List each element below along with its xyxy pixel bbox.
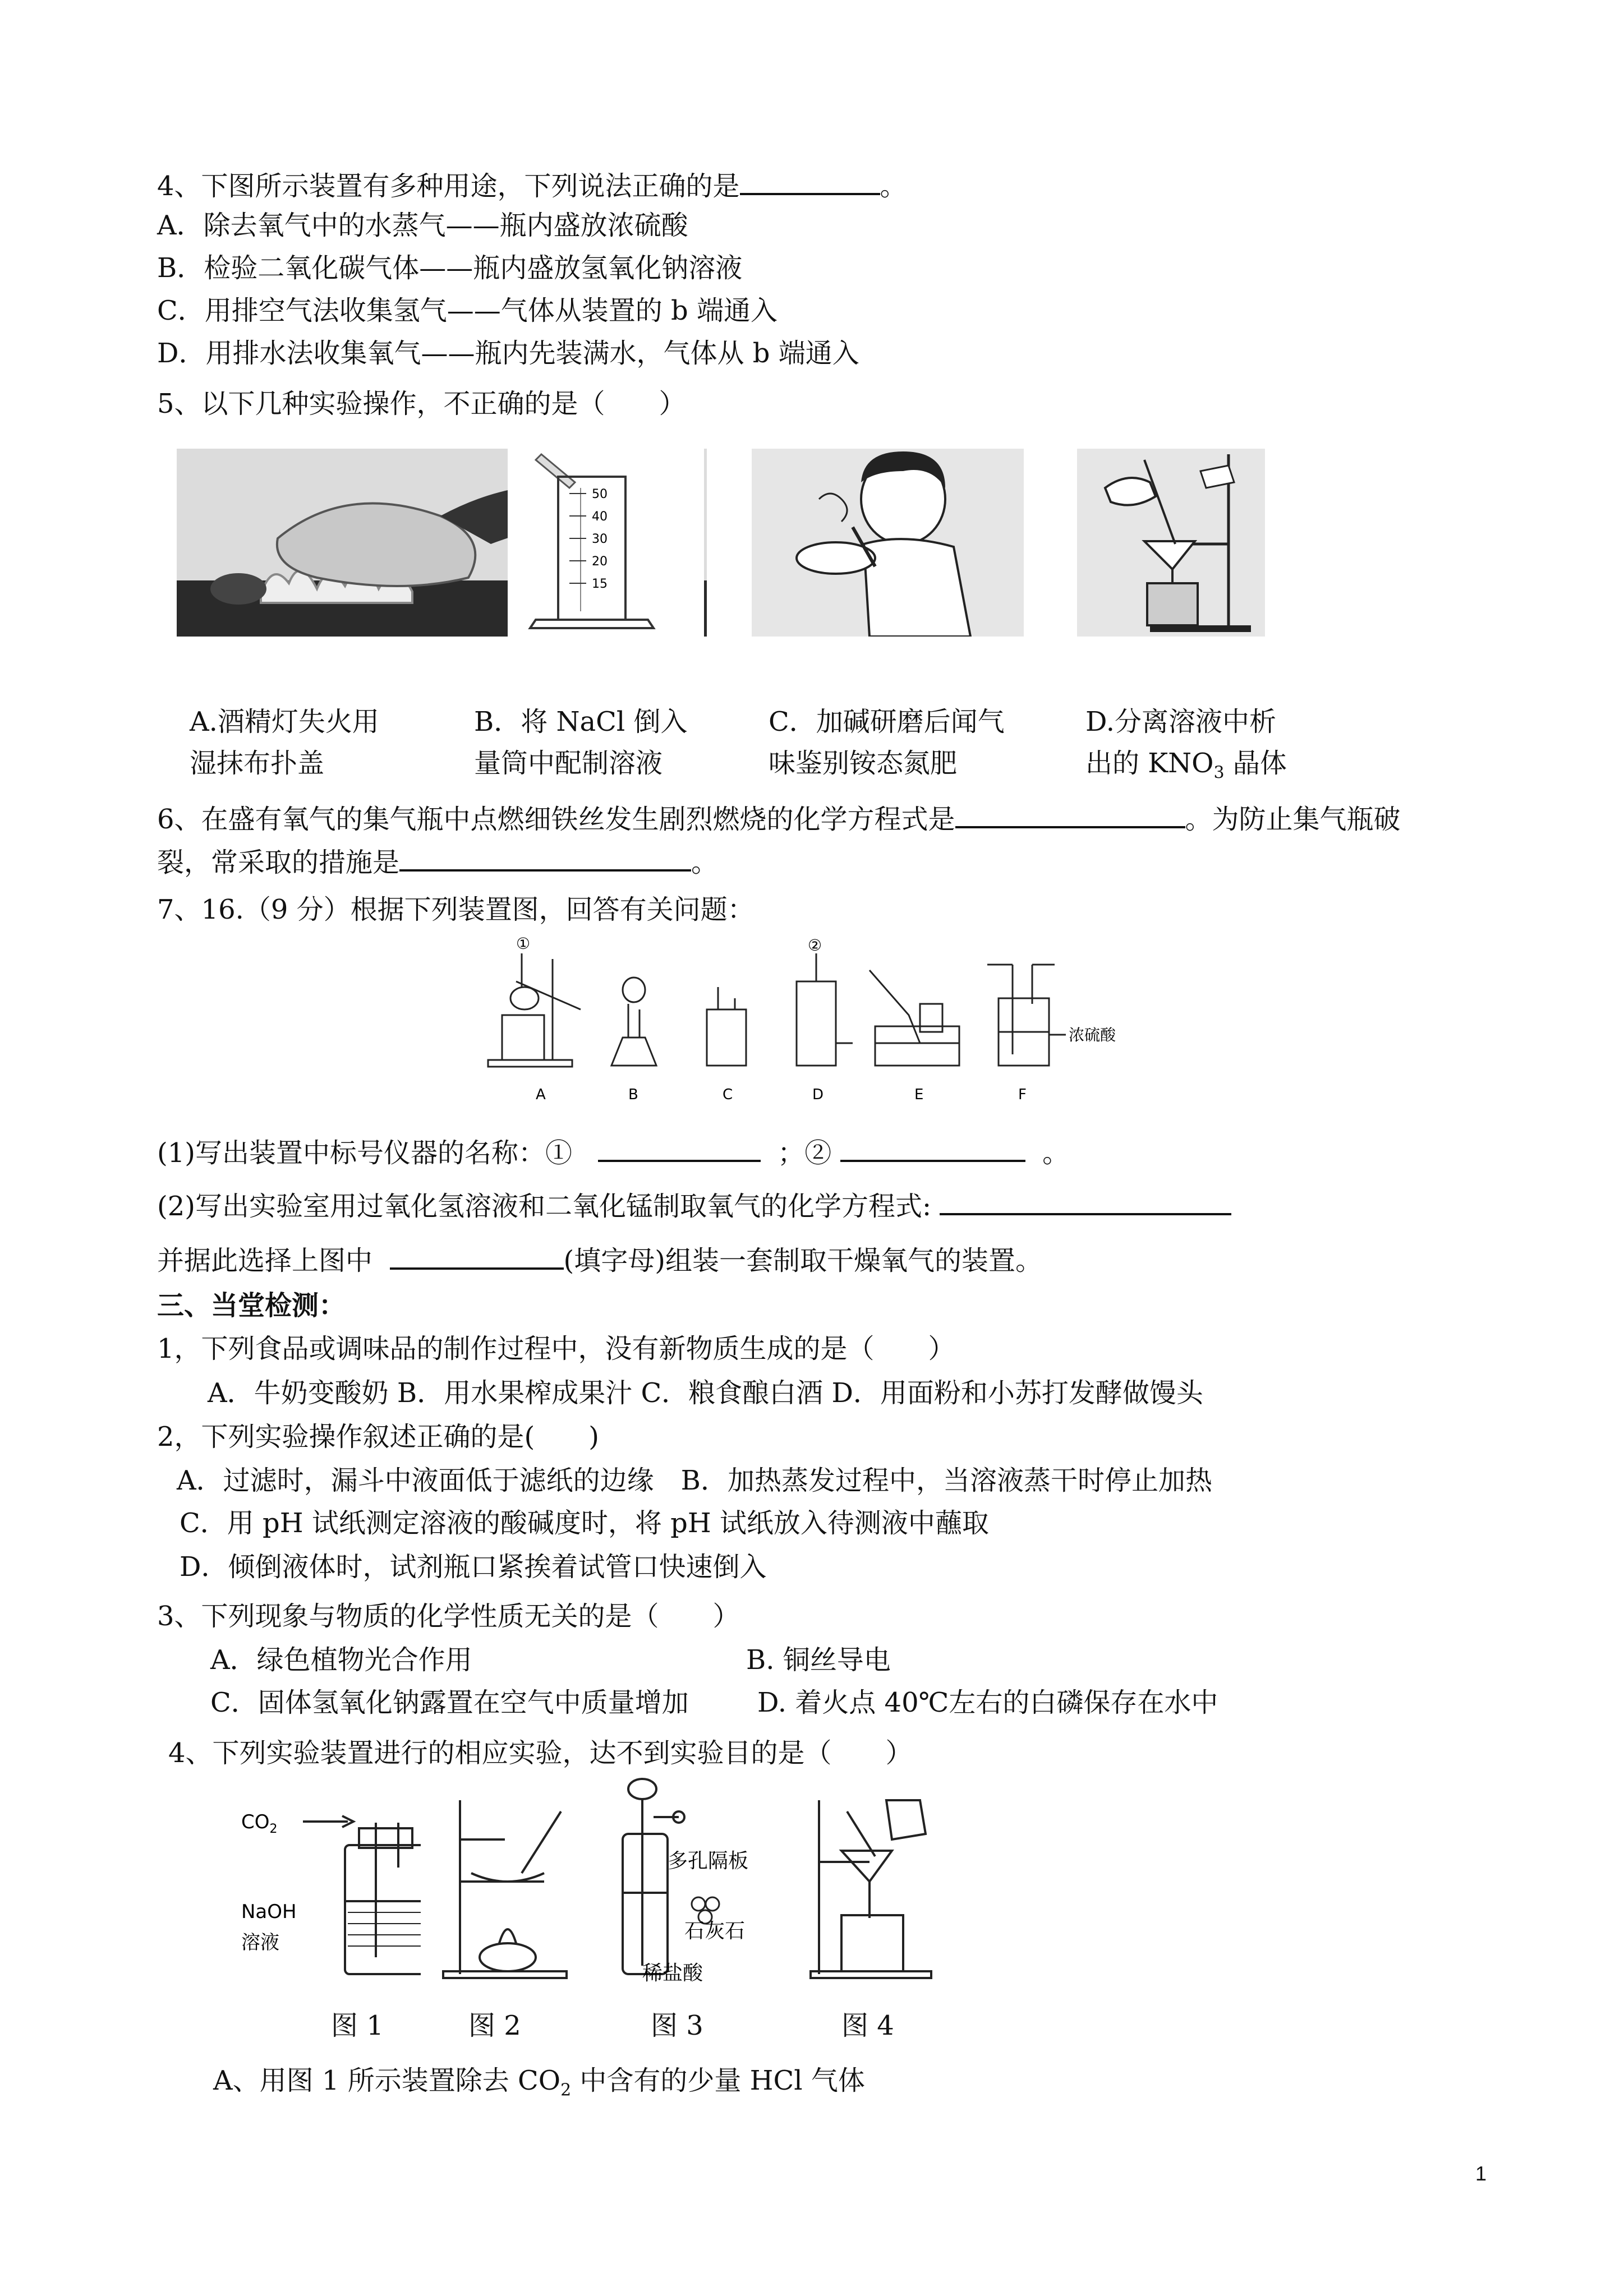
graduated-cylinder-image bbox=[508, 449, 704, 637]
page-number: 1 bbox=[1475, 2162, 1487, 2185]
t1-options: A．牛奶变酸奶 B．用水果榨成果汁 C．粮食酿白酒 D．用面粉和小苏打发酵做馒头 bbox=[208, 1377, 1203, 1409]
cylinder-tick: 30 bbox=[592, 532, 608, 546]
q6-line2: 裂，常采取的措施是 。 bbox=[157, 842, 718, 879]
q5-caption-d: D.分离溶液中析 出的 $KNO_3$ 晶体 bbox=[1085, 706, 1287, 783]
answer-blank[interactable] bbox=[399, 842, 691, 872]
answer-blank[interactable] bbox=[598, 1133, 761, 1162]
apparatus-label: C bbox=[723, 1086, 733, 1103]
q7-sub1: (1)写出装置中标号仪器的名称：① ；② 。 bbox=[157, 1133, 1069, 1170]
t2-option-c: C．用 pH 试纸测定溶液的酸碱度时，将 pH 试纸放入待测液中蘸取 bbox=[180, 1507, 989, 1539]
t2-options-ab: A．过滤时，漏斗中液面低于滤纸的边缘 B．加热蒸发过程中，当溶液蒸干时停止加热 bbox=[177, 1465, 1212, 1496]
t4-figure-2 bbox=[438, 1789, 583, 1985]
q7-sub3: 并据此选择上图中 (填字母)组装一套制取干燥氧气的装置。 bbox=[157, 1241, 1042, 1278]
fig3-label-limestone: 石灰石 bbox=[684, 1920, 746, 1943]
t3-option-a: A．绿色植物光合作用 bbox=[210, 1644, 472, 1676]
fig1-naoh: NaOH bbox=[241, 1901, 297, 1923]
fig-caption-2: 图 2 bbox=[468, 2010, 521, 2041]
t1-stem: 1，下列食品或调味品的制作过程中，没有新物质生成的是（ ） bbox=[157, 1333, 955, 1364]
f-label: 浓硫酸 bbox=[1069, 1026, 1116, 1044]
answer-blank[interactable] bbox=[390, 1241, 564, 1270]
filtration-image bbox=[1077, 449, 1265, 637]
section-heading: 三、当堂检测： bbox=[157, 1290, 346, 1321]
apparatus-label: F bbox=[1018, 1086, 1027, 1103]
t4-figure-4 bbox=[808, 1789, 937, 1985]
circle-2-label: ② bbox=[808, 937, 822, 955]
q5-caption-a: A.酒精灯失火用 湿抹布扑盖 bbox=[190, 706, 379, 779]
answer-blank[interactable] bbox=[955, 799, 1185, 828]
q5-caption-b: B．将 NaCl 倒入 量筒中配制溶液 bbox=[474, 706, 688, 779]
cylinder-tick: 20 bbox=[592, 555, 608, 569]
cylinder-tick: 50 bbox=[592, 487, 608, 501]
t4-figure-1 bbox=[236, 1789, 421, 1985]
t4-figure-3 bbox=[600, 1772, 774, 1985]
q4-option-b: B．检验二氧化碳气体——瓶内盛放氢氧化钠溶液 bbox=[157, 252, 743, 284]
circle-1-label: ① bbox=[516, 937, 531, 953]
answer-blank[interactable] bbox=[940, 1186, 1231, 1215]
q4-option-a: A．除去氧气中的水蒸气——瓶内盛放浓硫酸 bbox=[157, 210, 688, 241]
q7-stem: 7、16.（9 分）根据下列装置图，回答有关问题： bbox=[157, 894, 755, 925]
cylinder-tick: 40 bbox=[592, 510, 608, 524]
t3-option-b: B. 铜丝导电 bbox=[746, 1644, 891, 1676]
t2-stem: 2，下列实验操作叙述正确的是( ) bbox=[157, 1421, 599, 1453]
fig1-co2: $CO_2$ bbox=[241, 1811, 278, 1836]
fig-caption-3: 图 3 bbox=[651, 2010, 703, 2041]
q5-caption-c: C．加碱研磨后闻气 味鉴别铵态氮肥 bbox=[769, 706, 1005, 779]
apparatus-label: A bbox=[536, 1086, 546, 1103]
q4-option-d: D．用排水法收集氧气——瓶内先装满水，气体从 b 端通入 bbox=[157, 338, 859, 369]
q4-stem: 4、下图所示装置有多种用途，下列说法正确的是 。 bbox=[157, 166, 907, 203]
q6-line1: 6、在盛有氧气的集气瓶中点燃细铁丝发生剧烈燃烧的化学方程式是 。为防止集气瓶破 bbox=[157, 799, 1401, 836]
cylinder-tick: 15 bbox=[592, 577, 608, 591]
fig-caption-4: 图 4 bbox=[841, 2010, 894, 2041]
lab-apparatus-figure bbox=[482, 937, 1156, 1116]
q5-stem: 5、以下几种实验操作，不正确的是（ ） bbox=[157, 388, 686, 419]
apparatus-label: D bbox=[812, 1086, 824, 1103]
answer-blank[interactable] bbox=[840, 1133, 1025, 1162]
q7-sub2: (2)写出实验室用过氧化氢溶液和二氧化锰制取氧气的化学方程式: bbox=[157, 1186, 1231, 1223]
fig3-label-acid: 稀盐酸 bbox=[642, 1962, 703, 1985]
t4-option-a: A、用图 1 所示装置除去 $CO_2$ 中含有的少量 HCl 气体 bbox=[213, 2065, 865, 2100]
fig1-solution: 溶液 bbox=[241, 1931, 279, 1954]
fig-caption-1: 图 1 bbox=[331, 2010, 384, 2041]
boy-grinding-image bbox=[752, 449, 1024, 637]
t3-option-c: C．固体氢氧化钠露置在空气中质量增加 bbox=[210, 1687, 689, 1718]
t4-stem: 4、下列实验装置进行的相应实验，达不到实验目的是（ ） bbox=[168, 1737, 913, 1769]
t2-option-d: D．倾倒液体时，试剂瓶口紧挨着试管口快速倒入 bbox=[180, 1551, 767, 1583]
t3-option-d: D. 着火点 40℃左右的白磷保存在水中 bbox=[757, 1687, 1218, 1718]
apparatus-label: B bbox=[628, 1086, 638, 1103]
fig3-label-plate: 多孔隔板 bbox=[668, 1850, 749, 1873]
apparatus-label: E bbox=[914, 1086, 924, 1103]
q4-option-c: C．用排空气法收集氢气——气体从装置的 b 端通入 bbox=[157, 295, 778, 326]
answer-blank[interactable] bbox=[740, 166, 880, 195]
t3-stem: 3、下列现象与物质的化学性质无关的是（ ） bbox=[157, 1601, 740, 1632]
